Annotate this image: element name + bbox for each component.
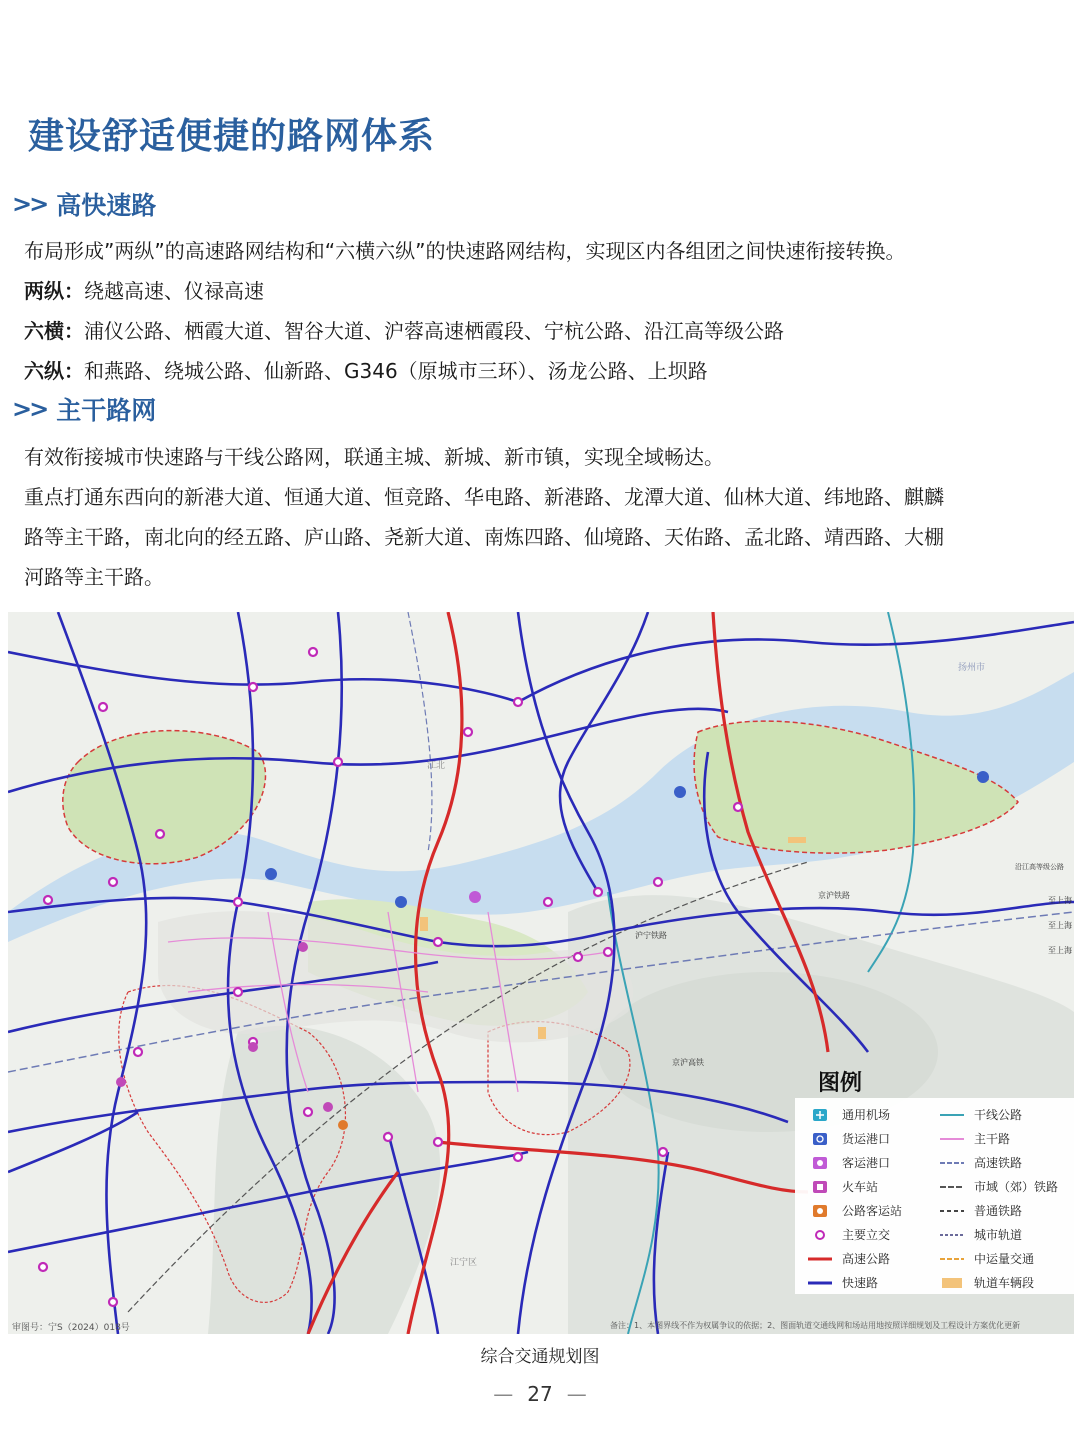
section-heading-label: 主干路网	[56, 396, 157, 425]
legend-item-arterial: 主干路	[940, 1130, 1010, 1147]
legend-item-interchange: 主要立交	[808, 1226, 890, 1243]
legend-item-cargo-port: 货运港口	[808, 1130, 890, 1147]
section2-paragraph-2-line-2: 路等主干路，南北向的经五路、庐山路、尧新大道、南炼四路、仙境路、天佑路、孟北路、靖西路、大棚	[24, 525, 944, 549]
legend-item-passenger-port: 客运港口	[808, 1154, 890, 1171]
line-text: 浦仪公路、栖霞大道、智谷大道、沪蓉高速栖霞段、宁杭公路、沿江高等级公路	[84, 319, 784, 343]
ship-icon	[808, 1156, 832, 1170]
map-label-to-shanghai-3: 至上海	[1048, 946, 1072, 955]
section1-intro: 布局形成”两纵”的高速路网结构和“六横六纵”的快速路网结构，实现区内各组团之间快速衔接转换。	[24, 239, 906, 263]
section1-line-six-horizontal	[24, 311, 1054, 351]
metro-line-icon	[940, 1228, 964, 1242]
section1-line-two-vertical	[24, 271, 1054, 311]
depot-3	[538, 1027, 546, 1039]
section2-paragraph-1: 有效衔接城市快速路与干线公路网，联通主城、新城、新市镇，实现全域畅达。	[24, 445, 724, 469]
legend-item-depot: 轨道车辆段	[940, 1274, 1034, 1291]
line-label: 六纵：	[24, 359, 84, 383]
airport-icon	[808, 1108, 832, 1122]
map-approval-number: 审图号：宁S（2024）018号	[12, 1323, 130, 1333]
legend-item-railway: 普通铁路	[940, 1202, 1022, 1219]
section-heading-arterials	[12, 391, 156, 427]
legend-item-train-station: 火车站	[808, 1178, 878, 1195]
medium-transit-line-icon	[940, 1252, 964, 1266]
hsr-line-icon	[940, 1156, 964, 1170]
map-label-yanjiang: 沿江高等级公路	[1015, 863, 1064, 871]
map-label-to-shanghai-1: 至上海	[1048, 896, 1072, 905]
legend-item-hsr: 高速铁路	[940, 1154, 1022, 1171]
map-label-jinghu-railway: 京沪铁路	[818, 891, 850, 900]
legend-title: 图例	[818, 1071, 863, 1096]
page-number-value: 27	[527, 1382, 553, 1406]
trunk-road-line-icon	[940, 1108, 964, 1122]
chevron-icon: >>	[12, 395, 47, 423]
line-label: 六横：	[24, 319, 84, 343]
line-text: 和燕路、绕城公路、仙新路、G346（原城市三环）、汤龙公路、上坝路	[84, 359, 708, 383]
railway-line-icon	[940, 1204, 964, 1218]
map-label-jiangbei: 江北	[427, 761, 446, 771]
figure-caption: 综合交通规划图	[480, 1347, 600, 1367]
page-title: 建设舒适便捷的路网体系	[28, 116, 436, 157]
depot-swatch-icon	[940, 1276, 964, 1290]
legend-item-bus-station: 公路客运站	[808, 1202, 902, 1219]
fastway-line-icon	[808, 1276, 832, 1290]
train-icon	[808, 1180, 832, 1194]
map-label-jiangning: 江宁区	[450, 1258, 478, 1268]
page-number	[0, 1382, 1080, 1406]
map-label-huning-railway: 沪宁铁路	[635, 931, 667, 940]
expressway-line-icon	[808, 1252, 832, 1266]
page-number-dash-right: —	[566, 1382, 587, 1406]
bus-station-icon	[808, 1204, 832, 1218]
depot-2	[788, 837, 806, 843]
interchange-icon	[808, 1228, 832, 1242]
legend-item-fastway: 快速路	[808, 1274, 878, 1291]
line-text: 绕越高速、仪禄高速	[84, 279, 264, 303]
legend-item-expressway: 高速公路	[808, 1250, 890, 1267]
page-number-dash-left: —	[493, 1382, 514, 1406]
section1-line-six-vertical	[24, 351, 1054, 391]
map-label-to-shanghai-2: 至上海	[1048, 921, 1072, 930]
legend-item-trunk-road: 干线公路	[940, 1106, 1022, 1123]
legend-item-suburban-rail: 市域（郊）铁路	[940, 1178, 1058, 1195]
anchor-icon	[808, 1132, 832, 1146]
arterial-line-icon	[940, 1132, 964, 1146]
suburban-rail-line-icon	[940, 1180, 964, 1194]
section2-paragraph-2-line-1: 重点打通东西向的新港大道、恒通大道、恒竞路、华电路、新港路、龙潭大道、仙林大道、纬地路、麒麟	[24, 485, 944, 509]
section-heading-expressways	[12, 186, 156, 222]
legend-item-metro: 城市轨道	[940, 1226, 1022, 1243]
legend-item-airport: 通用机场	[808, 1106, 890, 1123]
map-label-yangzhou: 扬州市	[958, 663, 986, 673]
depot-1	[420, 917, 428, 931]
line-label: 两纵：	[24, 279, 84, 303]
map-label-jinghu-hsr: 京沪高铁	[672, 1058, 704, 1067]
section-heading-label: 高快速路	[56, 191, 157, 220]
legend-item-medium-transit: 中运量交通	[940, 1250, 1034, 1267]
chevron-icon: >>	[12, 190, 47, 218]
section2-paragraph-2-line-3: 河路等主干路。	[24, 565, 164, 589]
map-footnote: 备注：1、本图界线不作为权属争议的依据；2、图面轨道交通线网和场站用地按照详细规划及工程设计方案优化更新	[610, 1321, 1021, 1330]
